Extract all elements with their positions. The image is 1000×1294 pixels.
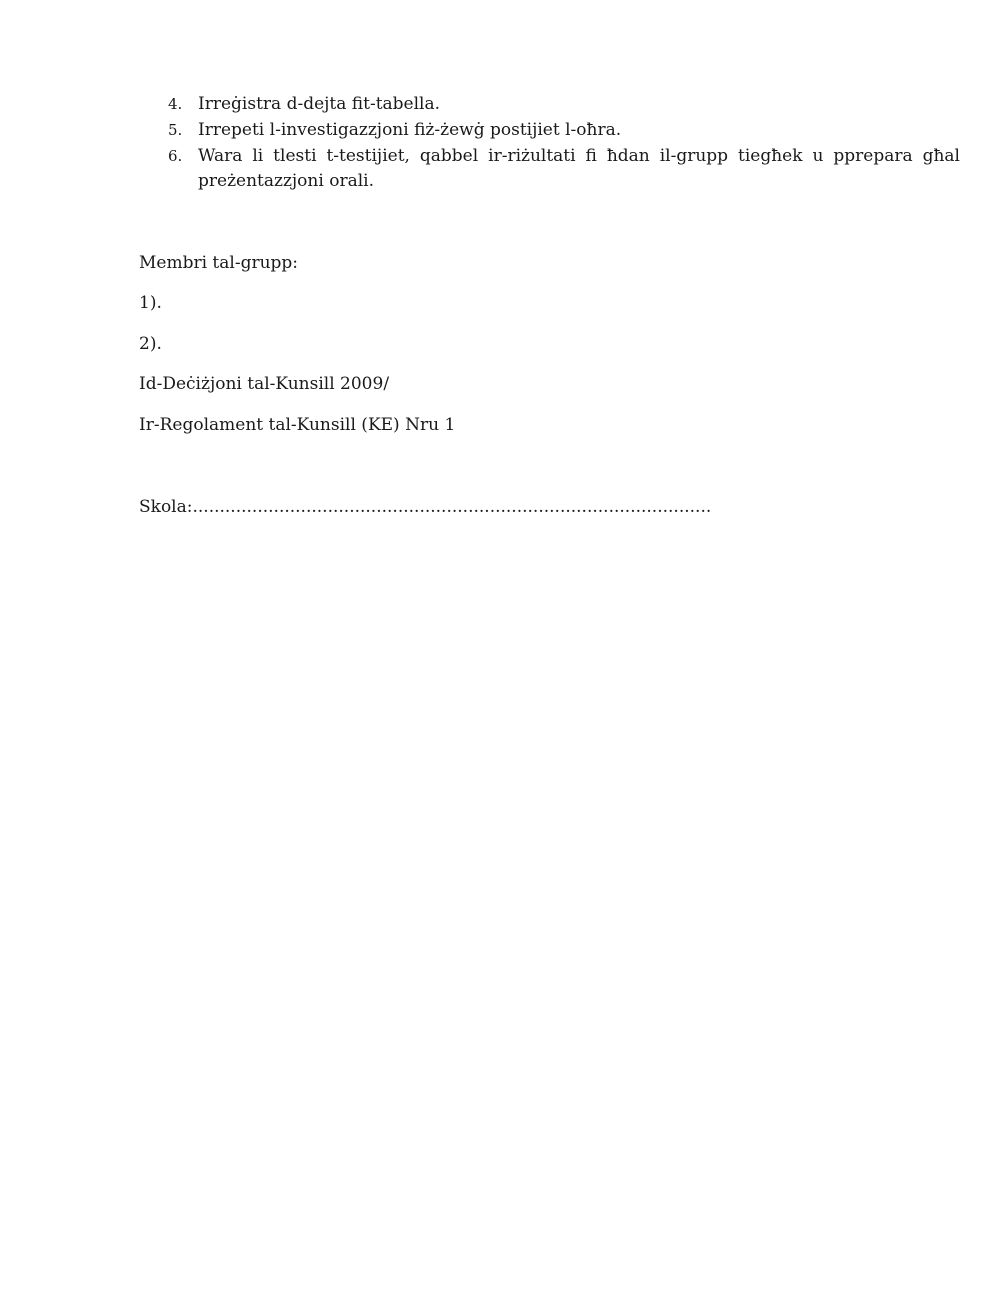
school-field: [139, 496, 711, 518]
list-item-text: Irrepeti l-investigazzjoni fiż-żewġ postijiet l-oħra.: [198, 120, 622, 140]
council-regulation-line: Ir-Regolament tal-Kunsill (KE) Nru 1: [139, 415, 456, 435]
list-item-number: 5.: [168, 121, 183, 139]
list-item-text: Wara li tlesti t-testijiet, qabbel ir-riżultati fi ħdan il-grupp tiegħek u pprepara għal preżentazzjoni orali.: [198, 146, 960, 191]
group-members-label: Membri tal-grupp:: [139, 253, 299, 273]
list-item: [160, 144, 960, 194]
council-decision-line: Id-Deċiżjoni tal-Kunsill 2009/: [139, 374, 390, 394]
school-fill-line: ................................................................................................: [192, 497, 712, 517]
list-item-number: 6.: [168, 147, 183, 165]
list-item-text: Irreġistra d-dejta fit-tabella.: [198, 94, 441, 114]
list-item-number: 4.: [168, 95, 183, 113]
member-2-line: 2).: [139, 334, 162, 354]
school-label: Skola:: [139, 497, 193, 517]
instruction-list: [160, 92, 960, 195]
list-item: [160, 92, 960, 117]
list-item: [160, 118, 960, 143]
member-1-line: 1).: [139, 293, 162, 313]
